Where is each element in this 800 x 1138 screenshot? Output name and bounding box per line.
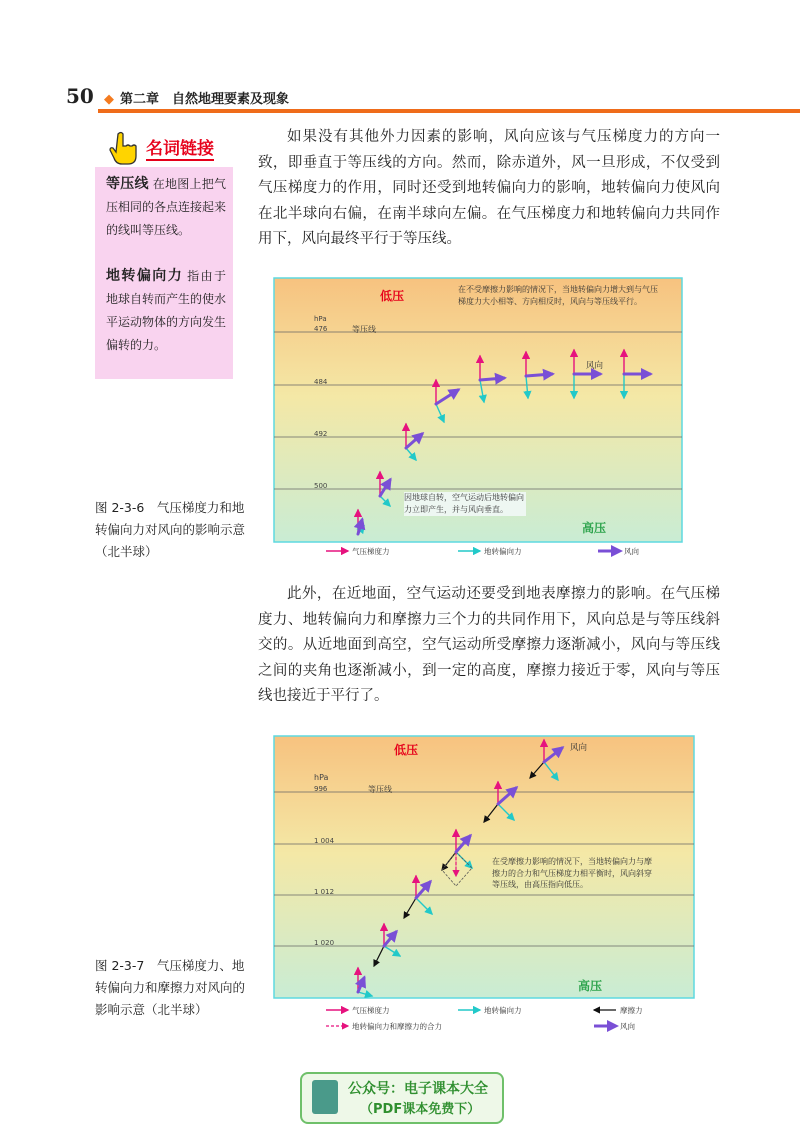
figure-1-note-bottom: 因地球自转，空气运动后地转偏向力立即产生，并与风向垂直。 — [404, 493, 524, 514]
legend-label: 气压梯度力 — [352, 547, 390, 556]
watermark-badge — [300, 1072, 504, 1124]
legend-label: 风向 — [624, 547, 639, 556]
term-name: 等压线 — [106, 176, 149, 192]
book-icon — [312, 1080, 338, 1114]
figure-1-diagram — [272, 276, 686, 562]
badge-line-1: 公众号：电子课本大全 — [348, 1081, 488, 1097]
wind-direction-label: 风向 — [570, 743, 588, 753]
term-name: 地转偏向力 — [106, 268, 184, 284]
isobar-label: 等压线 — [352, 325, 376, 334]
figure-2-diagram — [272, 734, 698, 1034]
diamond-icon: ◆ — [104, 92, 114, 107]
legend-label: 气压梯度力 — [352, 1006, 390, 1015]
pointing-hand-icon — [106, 130, 140, 166]
glossary-box — [95, 167, 233, 379]
wind-arrow — [480, 378, 504, 380]
low-pressure-label: 低压 — [394, 743, 419, 757]
legend-label: 风向 — [620, 1022, 635, 1031]
term-definition: 在地图上把气压相同的各点连接起来的线叫等压线。 — [106, 177, 227, 237]
isobar-value: 484 — [314, 378, 328, 386]
unit-label: hPa — [314, 773, 329, 782]
isobar-value: 500 — [314, 482, 328, 490]
isobar-value: 996 — [314, 785, 328, 793]
paragraph-1: 如果没有其他外力因素的影响，风向应该与气压梯度力的方向一致，即垂直于等压线的方向。然而，除赤道外，风一旦形成，不仅受到气压梯度力的作用，同时还受到地转偏向力的影响，地转偏向力使风向在北半球向右偏，在南半球向左偏。在气压梯度力和地转偏向力共同作用下，风向最终平行于等压线。 — [258, 129, 720, 247]
chapter-label: 第二章 自然地理要素及现象 — [120, 92, 290, 107]
legend-label: 摩擦力 — [620, 1006, 643, 1015]
sidebar-title: 名词链接 — [146, 134, 214, 161]
high-pressure-label: 高压 — [582, 521, 607, 535]
wind-arrow — [526, 374, 552, 376]
figure-2-note: 在受摩擦力影响的情况下，当地转偏向力与摩擦力的合力和气压梯度力相平衡时，风向斜穿等压线，由高压指向低压。 — [492, 857, 652, 889]
legend-label: 地转偏向力 — [484, 547, 522, 556]
low-pressure-label: 低压 — [380, 289, 405, 303]
isobar-value: 476 — [314, 325, 328, 333]
legend-label: 地转偏向力 — [484, 1006, 522, 1015]
glossary-term-2 — [106, 265, 226, 357]
isobar-label: 等压线 — [368, 785, 392, 794]
legend-label: 地转偏向力和摩擦力的合力 — [352, 1022, 442, 1031]
chapter-title — [104, 88, 289, 107]
figure-2-caption: 图 2-3-7 气压梯度力、地转偏向力和摩擦力对风向的影响示意（北半球） — [95, 958, 246, 1017]
wind-direction-label: 风向 — [586, 361, 604, 371]
high-pressure-label: 高压 — [578, 979, 603, 993]
figure-1-caption: 图 2-3-6 气压梯度力和地转偏向力对风向的影响示意（北半球） — [95, 500, 246, 559]
isobar-value: 1 004 — [314, 837, 335, 845]
isobar-value: 492 — [314, 430, 328, 438]
figure-1-note-top: 在不受摩擦力影响的情况下，当地转偏向力增大到与气压梯度力大小相等、方向相反时，风向与等压线平行。 — [458, 285, 658, 306]
paragraph-2: 此外，在近地面，空气运动还要受到地表摩擦力的影响。在气压梯度力、地转偏向力和摩擦力三个力的共同作用下，风向总是与等压线斜交的。从近地面到高空，空气运动所受摩擦力逐渐减小，风向与等压线之间的夹角也逐渐减小，到一定的高度，摩擦力接近于零，风向与等压线也接近于平行了。 — [258, 586, 720, 704]
header-rule — [98, 109, 800, 113]
glossary-term-1 — [106, 173, 226, 242]
page-number: 50 — [66, 84, 94, 108]
badge-line-2: （PDF课本免费下） — [360, 1102, 481, 1117]
isobar-value: 1 012 — [314, 888, 335, 896]
term-definition: 指由于地球自转而产生的使水平运动物体的方向发生偏转的力。 — [106, 269, 227, 352]
unit-label: hPa — [314, 315, 327, 323]
isobar-value: 1 020 — [314, 939, 335, 947]
